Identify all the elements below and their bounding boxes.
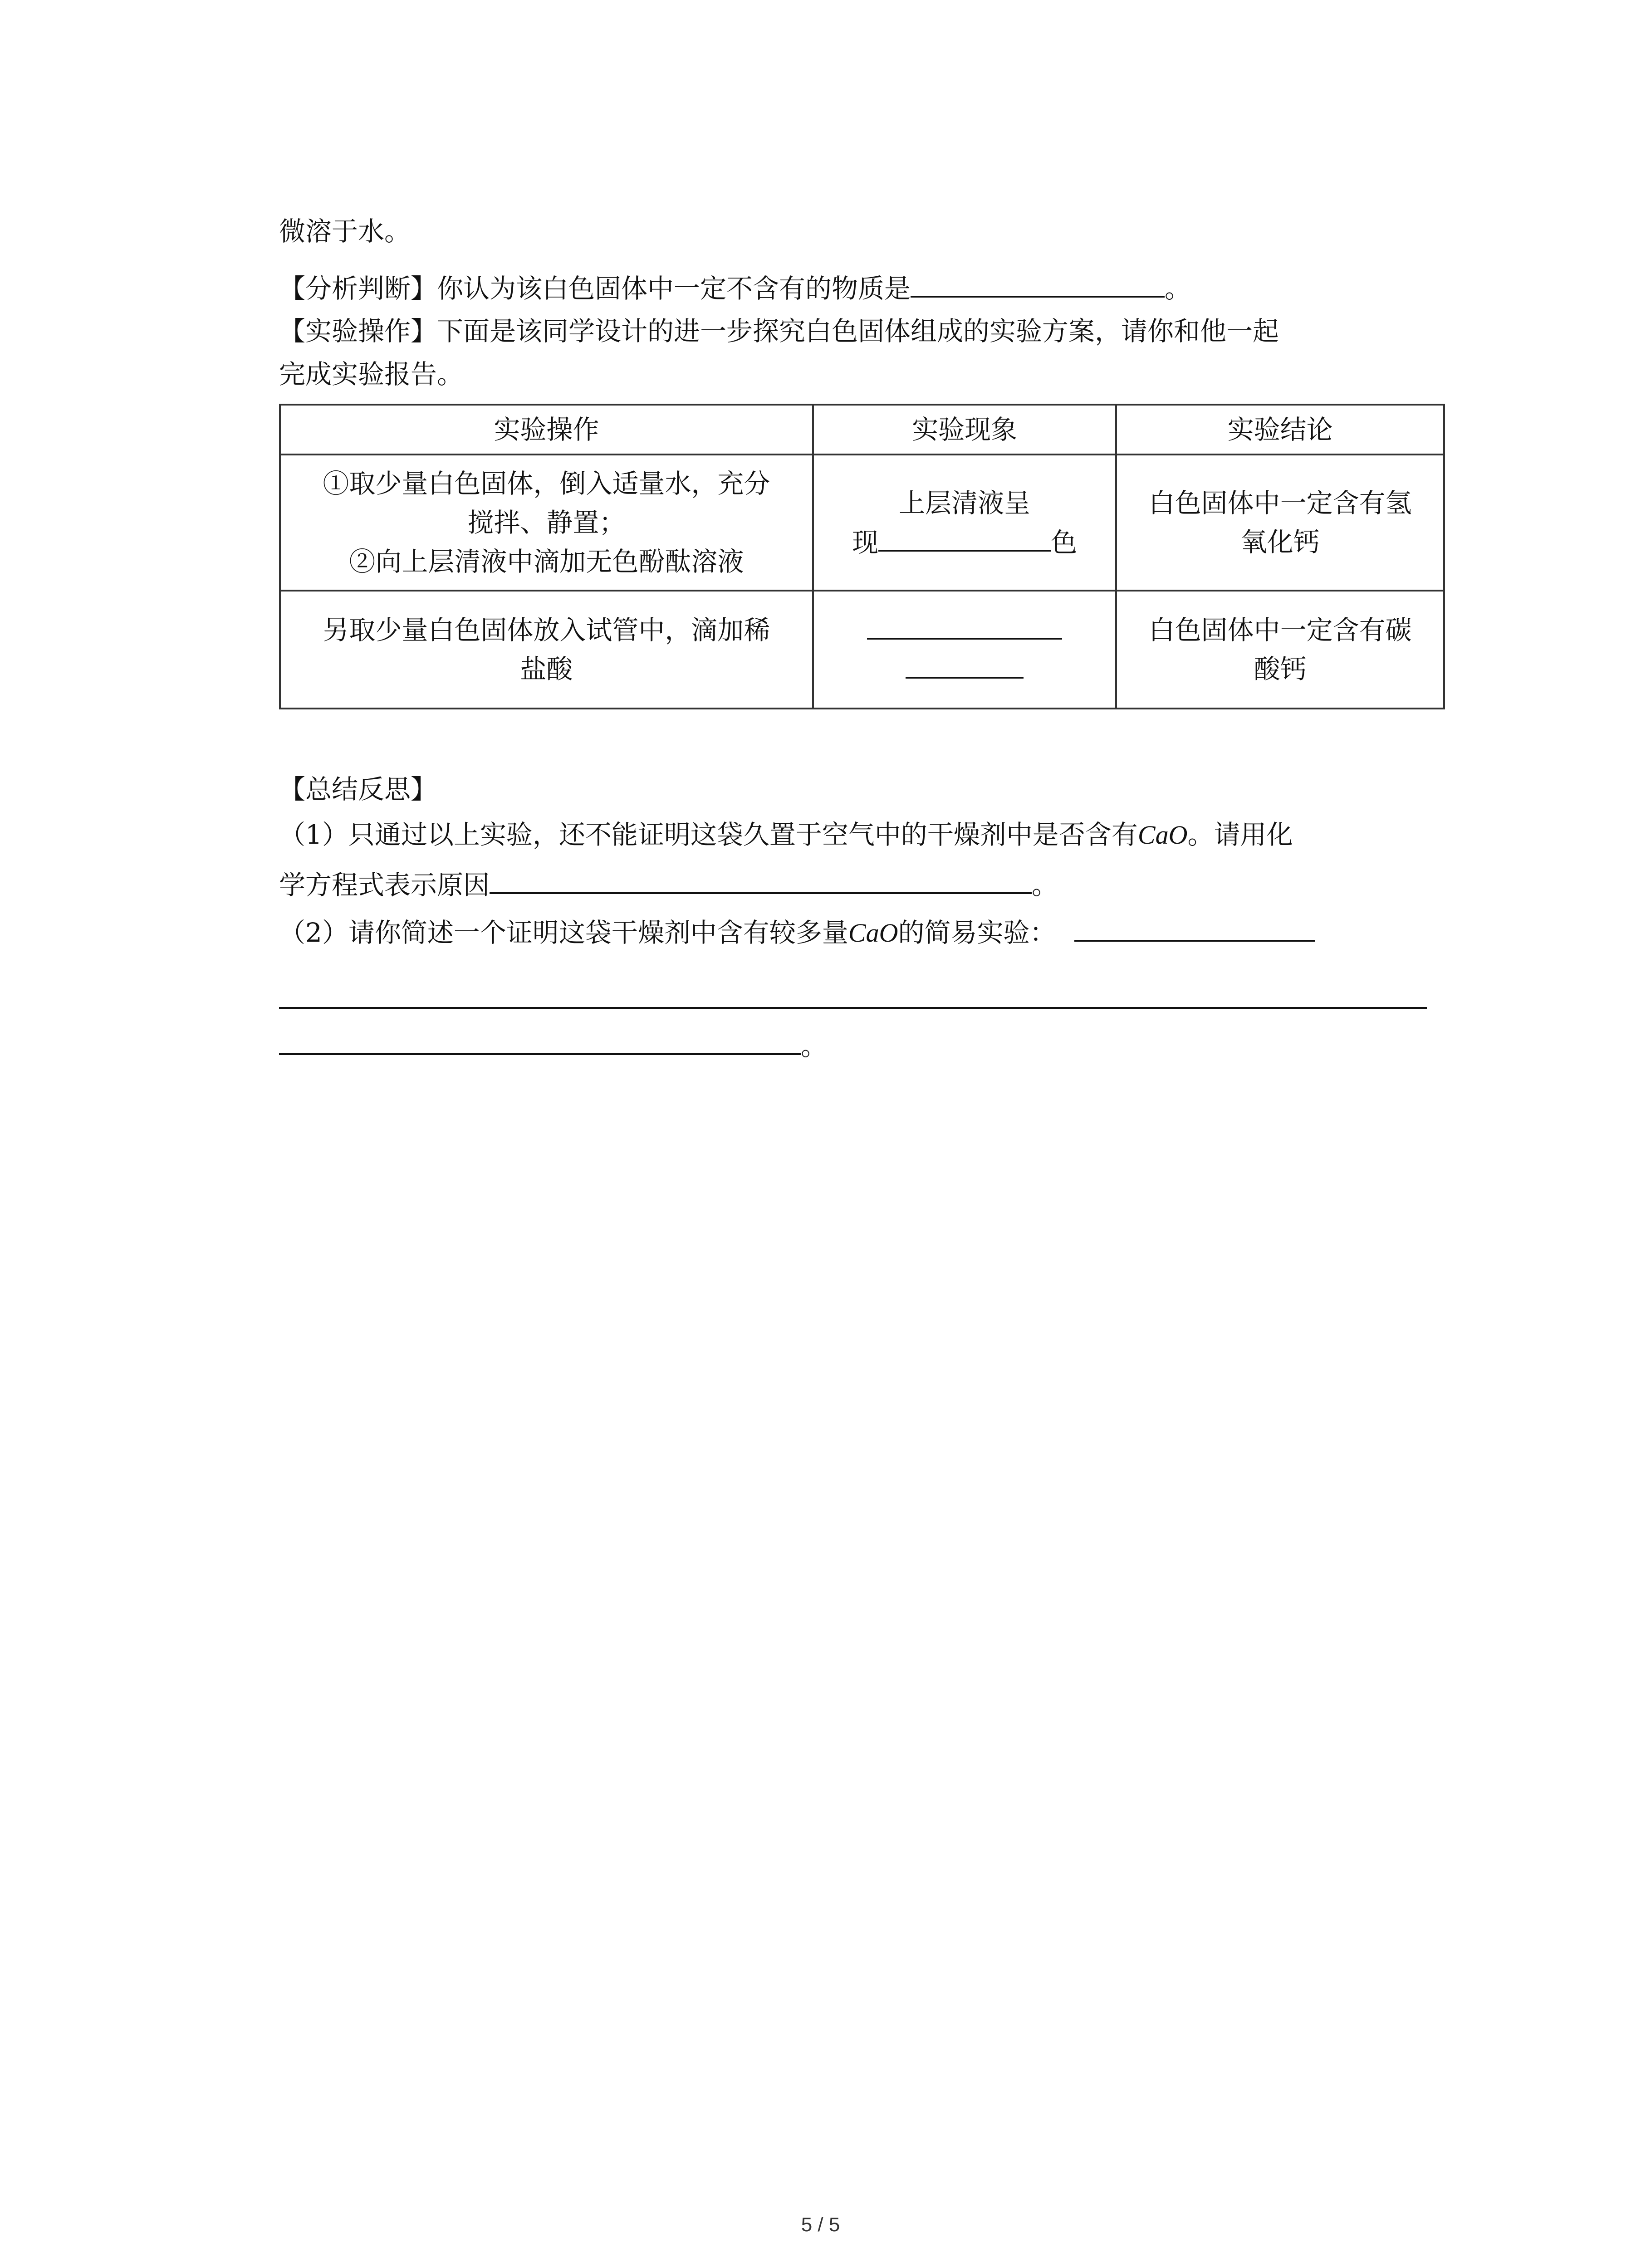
q1-formula: CaO xyxy=(1137,820,1188,850)
q2-final: 。 xyxy=(801,1031,828,1061)
q2-answer-blank-1[interactable] xyxy=(1074,912,1315,942)
q2-formula: CaO xyxy=(848,918,898,948)
q1-text-end: 。请用化 xyxy=(1187,819,1293,850)
row2-operation-line: 另取少量白色固体放入试管中，滴加稀 xyxy=(323,615,770,645)
analysis-answer-blank[interactable] xyxy=(911,268,1165,298)
experiment-report-table xyxy=(279,404,1445,709)
table-header-row xyxy=(280,405,1444,455)
row2-phenomenon xyxy=(813,591,1117,709)
row1-conclusion-line: 白色固体中一定含有氢 xyxy=(1148,488,1412,518)
q2-text: （2）请你简述一个证明这袋干燥剂中含有较多量 xyxy=(279,917,848,948)
q2-line xyxy=(279,912,1315,951)
operation-line-1 xyxy=(279,313,1279,349)
row2-operation-line: 盐酸 xyxy=(520,654,573,684)
row1-operation-line: ②向上层清液中滴加无色酚酞溶液 xyxy=(349,546,744,577)
row2-phenomenon-blank-line xyxy=(826,650,1104,689)
phenomenon-answer-blank-2[interactable] xyxy=(906,650,1024,679)
operation-text-1: 下面是该同学设计的进一步探究白色固体组成的实验方案，请你和他一起 xyxy=(437,316,1279,347)
row2-operation xyxy=(280,591,813,709)
row1-conclusion-line: 氧化钙 xyxy=(1240,527,1320,557)
q2-final-line xyxy=(279,1025,827,1064)
row1-phenomenon-blank-line xyxy=(826,523,1104,562)
operation-line-2: 完成实验报告。 xyxy=(279,359,464,390)
operation-label: 【实验操作】 xyxy=(279,316,437,347)
row2-phenomenon-blank-line xyxy=(826,611,1104,650)
q1-text-2: 学方程式表示原因 xyxy=(279,870,490,900)
phenomenon-suffix: 色 xyxy=(1051,527,1078,558)
q1-answer-blank[interactable] xyxy=(490,864,1032,894)
row1-operation-line: ①取少量白色固体，倒入适量水，充分 xyxy=(323,468,770,499)
q1-line-1 xyxy=(279,816,1293,853)
row2-conclusion-line: 酸钙 xyxy=(1254,654,1307,684)
row1-phenomenon xyxy=(813,455,1117,591)
q2-text-end: 的简易实验： xyxy=(898,917,1056,948)
q1-text: （1）只通过以上实验，还不能证明这袋久置于空气中的干燥剂中是否含有 xyxy=(279,819,1138,850)
phenomenon-answer-blank-1[interactable] xyxy=(867,611,1062,640)
q2-answer-blank-3[interactable] xyxy=(279,1025,801,1055)
analysis-line xyxy=(279,268,1191,307)
q2-answer-blank-2[interactable] xyxy=(279,1007,1427,1009)
row2-conclusion xyxy=(1116,591,1444,709)
table-row xyxy=(280,455,1444,591)
header-conclusion: 实验结论 xyxy=(1116,405,1444,455)
summary-label: 【总结反思】 xyxy=(279,774,437,805)
row1-operation-line: 搅拌、静置； xyxy=(467,507,626,538)
table-row xyxy=(280,591,1444,709)
q1-line-2 xyxy=(279,864,1058,903)
phenomenon-prefix: 现 xyxy=(852,527,879,558)
analysis-end: 。 xyxy=(1165,273,1191,304)
header-phenomenon: 实验现象 xyxy=(813,405,1117,455)
header-operation: 实验操作 xyxy=(280,405,813,455)
row1-phenomenon-line: 上层清液呈 xyxy=(899,487,1031,518)
intro-line: 微溶于水。 xyxy=(279,216,411,247)
q1-end: 。 xyxy=(1032,870,1058,900)
color-answer-blank[interactable] xyxy=(878,523,1051,552)
row1-conclusion xyxy=(1116,455,1444,591)
row1-operation xyxy=(280,455,813,591)
row2-conclusion-line: 白色固体中一定含有碳 xyxy=(1148,615,1412,645)
analysis-text: 你认为该白色固体中一定不含有的物质是 xyxy=(437,273,911,304)
page-number: 5 / 5 xyxy=(801,2214,840,2236)
analysis-label: 【分析判断】 xyxy=(279,273,437,304)
